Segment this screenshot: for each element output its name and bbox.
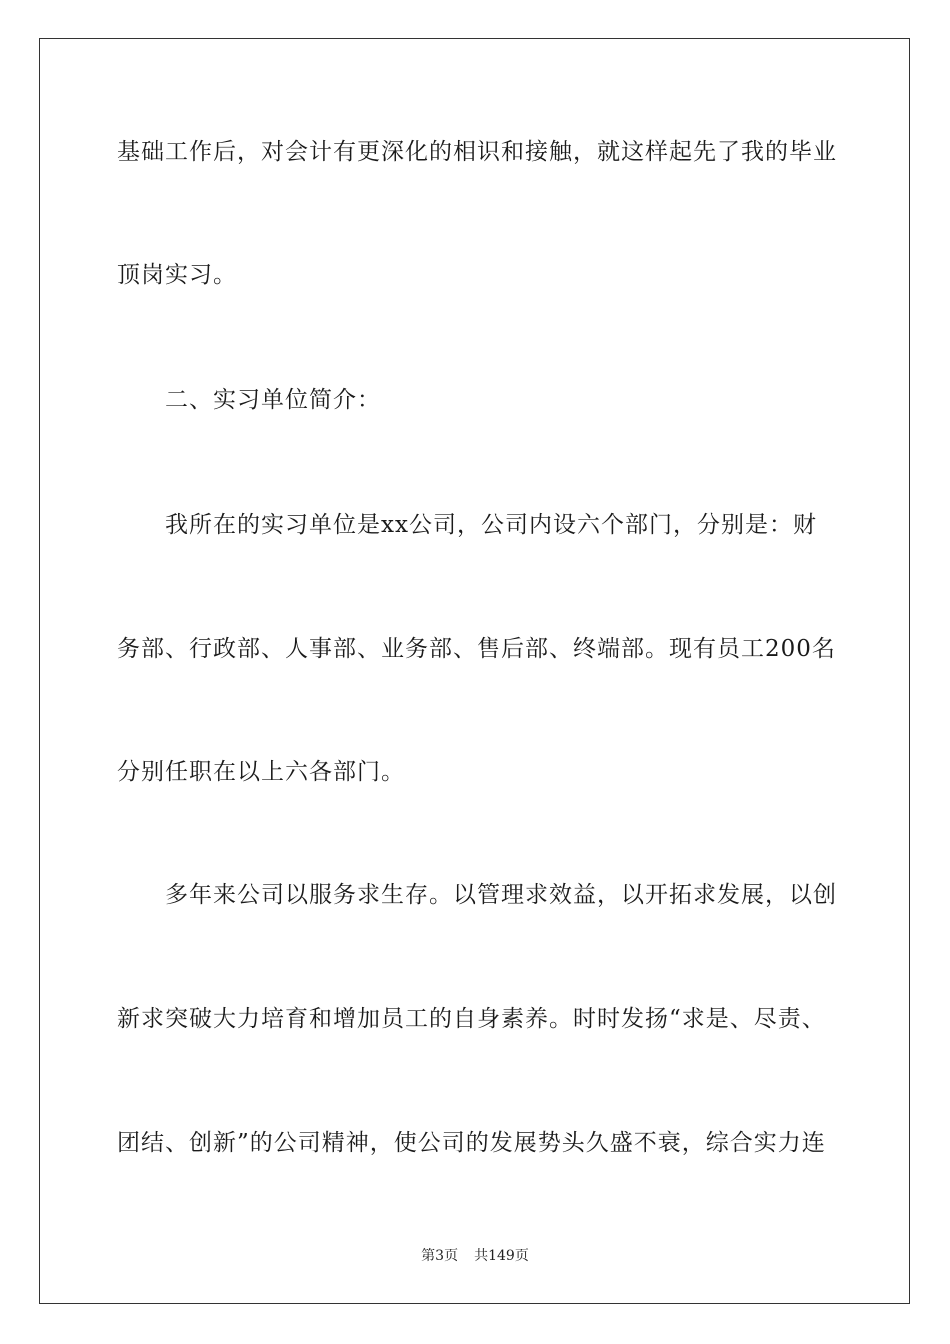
body-line-2: 顶岗实习。	[117, 262, 237, 288]
page-number: 第3页	[421, 1248, 459, 1264]
total-pages: 共149页	[474, 1248, 529, 1264]
page-footer	[0, 1247, 950, 1265]
body-line-1: 基础工作后，对会计有更深化的相识和接触，就这样起先了我的毕业	[117, 139, 837, 165]
page-border	[39, 38, 910, 1304]
body-line-4: 务部、行政部、人事部、业务部、售后部、终端部。现有员工200名	[117, 636, 836, 662]
section-heading: 二、实习单位简介：	[165, 387, 381, 413]
body-line-7: 新求突破大力培育和增加员工的自身素养。时时发扬“求是、尽责、	[117, 1006, 826, 1032]
body-line-6: 多年来公司以服务求生存。以管理求效益，以开拓求发展，以创	[165, 882, 837, 908]
body-line-8: 团结、创新”的公司精神，使公司的发展势头久盛不衰，综合实力连	[117, 1130, 826, 1156]
body-line-5: 分别任职在以上六各部门。	[117, 759, 405, 785]
body-line-3: 我所在的实习单位是xx公司，公司内设六个部门，分别是：财	[165, 512, 817, 538]
